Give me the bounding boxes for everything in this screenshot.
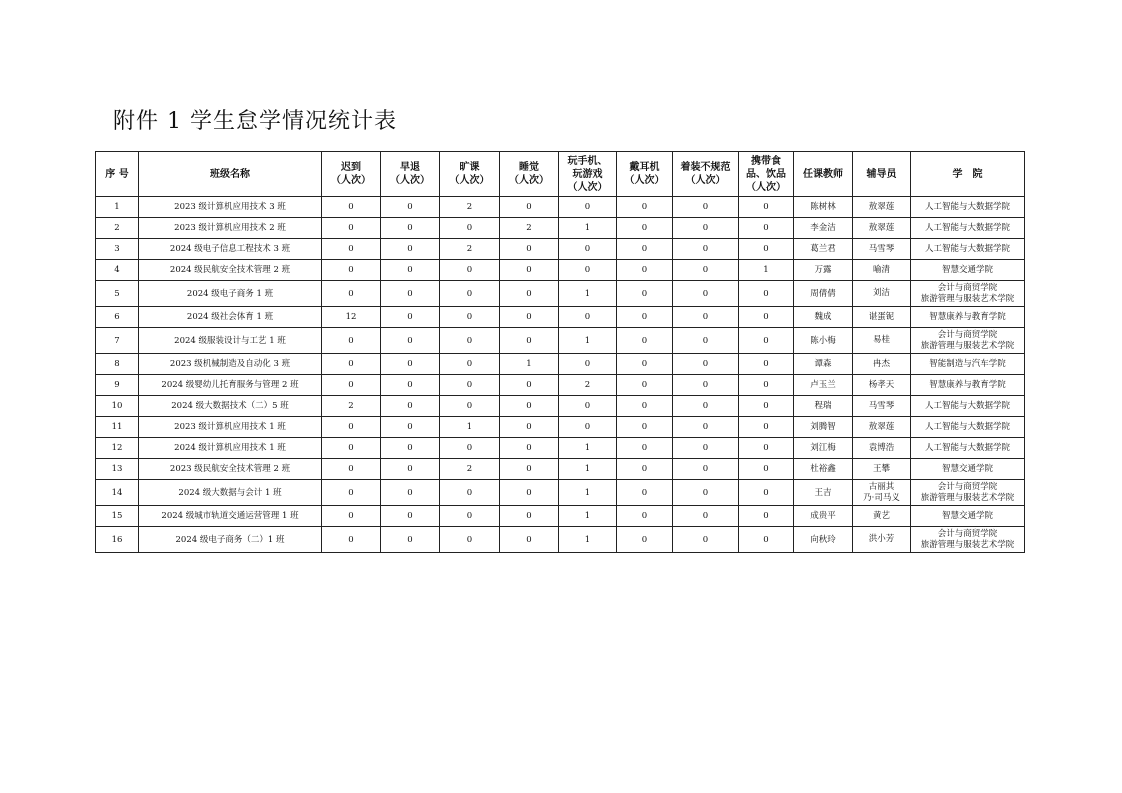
cell-late: 0 (322, 260, 381, 281)
cell-seq: 5 (96, 281, 139, 307)
col-header-dress: 着装不规范 （人次） (673, 152, 739, 197)
cell-dress: 0 (673, 260, 739, 281)
table-row (96, 239, 1025, 260)
cell-counselor-line: 敖翠莲 (868, 201, 895, 212)
cell-college-line: 智慧交通学院 (941, 463, 993, 474)
cell-dress: 0 (673, 197, 739, 218)
table-row (96, 328, 1025, 354)
cell-college-line: 人工智能与大数据学院 (924, 442, 1010, 453)
cell-sleep: 0 (500, 307, 559, 328)
cell-teacher: 万露 (794, 260, 853, 281)
cell-late: 0 (322, 218, 381, 239)
cell-teacher: 葛兰君 (794, 239, 853, 260)
cell-teacher: 卢玉兰 (794, 375, 853, 396)
cell-class-name: 2024 级电子信息工程技术 3 班 (139, 239, 322, 260)
cell-counselor (853, 438, 911, 459)
cell-food: 0 (739, 506, 794, 527)
cell-late: 0 (322, 328, 381, 354)
cell-food: 0 (739, 218, 794, 239)
cell-sleep: 0 (500, 417, 559, 438)
cell-dress: 0 (673, 281, 739, 307)
cell-sleep: 0 (500, 375, 559, 396)
cell-counselor (853, 239, 911, 260)
cell-college (911, 527, 1025, 553)
cell-earphone: 0 (617, 459, 673, 480)
cell-earphone: 0 (617, 307, 673, 328)
cell-earphone: 0 (617, 417, 673, 438)
cell-seq: 11 (96, 417, 139, 438)
cell-seq: 7 (96, 328, 139, 354)
col-header-class: 班级名称 (139, 152, 322, 197)
table-row (96, 417, 1025, 438)
cell-college (911, 506, 1025, 527)
col-header-early: 早退 （人次） (381, 152, 440, 197)
cell-early: 0 (381, 260, 440, 281)
cell-seq: 8 (96, 354, 139, 375)
cell-counselor-line: 刘洁 (872, 288, 890, 298)
cell-sleep: 0 (500, 281, 559, 307)
cell-phone: 1 (559, 527, 617, 553)
col-header-phone: 玩手机、 玩游戏 （人次） (559, 152, 617, 197)
cell-phone: 0 (559, 354, 617, 375)
cell-food: 0 (739, 527, 794, 553)
cell-counselor-line: 易桂 (872, 335, 890, 345)
cell-teacher: 周倩倩 (794, 281, 853, 307)
cell-truant: 0 (440, 281, 500, 307)
cell-class-name: 2023 级计算机应用技术 2 班 (139, 218, 322, 239)
cell-class-name: 2024 级服装设计与工艺 1 班 (139, 328, 322, 354)
cell-teacher: 王吉 (794, 480, 853, 506)
cell-truant: 0 (440, 307, 500, 328)
header-row (96, 152, 1025, 197)
table-row (96, 354, 1025, 375)
cell-earphone: 0 (617, 438, 673, 459)
cell-counselor (853, 281, 911, 307)
cell-truant: 0 (440, 438, 500, 459)
cell-college-line: 旅游管理与服装艺术学院 (920, 340, 1015, 351)
cell-counselor-line: 谌蛋铌 (868, 311, 895, 322)
cell-counselor-line: 敖翠莲 (868, 222, 895, 233)
cell-food: 0 (739, 281, 794, 307)
cell-counselor-line: 洪小芳 (868, 534, 895, 544)
cell-earphone: 0 (617, 506, 673, 527)
cell-class-name: 2024 级大数据技术（二）5 班 (139, 396, 322, 417)
cell-truant: 0 (440, 260, 500, 281)
cell-late: 0 (322, 417, 381, 438)
cell-seq: 16 (96, 527, 139, 553)
table-row (96, 260, 1025, 281)
cell-food: 1 (739, 260, 794, 281)
cell-early: 0 (381, 218, 440, 239)
cell-counselor-line: 敖翠莲 (868, 421, 895, 432)
cell-sleep: 0 (500, 480, 559, 506)
cell-truant: 1 (440, 417, 500, 438)
cell-early: 0 (381, 375, 440, 396)
cell-phone: 0 (559, 417, 617, 438)
cell-dress: 0 (673, 328, 739, 354)
col-header-seq: 序 号 (96, 152, 139, 197)
cell-phone: 1 (559, 328, 617, 354)
cell-food: 0 (739, 438, 794, 459)
cell-food: 0 (739, 197, 794, 218)
cell-counselor-line: 杨孝天 (868, 379, 895, 390)
cell-counselor-line: 马雪琴 (868, 243, 895, 254)
cell-college-line: 会计与商贸学院 (937, 282, 998, 293)
cell-food: 0 (739, 354, 794, 375)
cell-late: 0 (322, 239, 381, 260)
cell-earphone: 0 (617, 396, 673, 417)
cell-college-line: 智慧康养与教育学院 (929, 379, 1006, 390)
cell-college (911, 396, 1025, 417)
col-header-food: 携带食 品、饮品 （人次） (739, 152, 794, 197)
cell-teacher: 陈小梅 (794, 328, 853, 354)
cell-earphone: 0 (617, 281, 673, 307)
cell-sleep: 0 (500, 260, 559, 281)
cell-dress: 0 (673, 417, 739, 438)
cell-phone: 1 (559, 281, 617, 307)
cell-counselor (853, 218, 911, 239)
cell-dress: 0 (673, 438, 739, 459)
cell-counselor-line: 冉杰 (872, 358, 890, 369)
cell-food: 0 (739, 328, 794, 354)
cell-phone: 0 (559, 396, 617, 417)
document-title: 附件 1 学生怠学情况统计表 (113, 109, 397, 134)
cell-earphone: 0 (617, 197, 673, 218)
table-row (96, 506, 1025, 527)
cell-food: 0 (739, 417, 794, 438)
cell-early: 0 (381, 438, 440, 459)
cell-class-name: 2024 级电子商务 1 班 (139, 281, 322, 307)
cell-truant: 2 (440, 239, 500, 260)
cell-truant: 0 (440, 375, 500, 396)
cell-sleep: 2 (500, 218, 559, 239)
cell-truant: 2 (440, 459, 500, 480)
cell-class-name: 2024 级婴幼儿托育服务与管理 2 班 (139, 375, 322, 396)
cell-truant: 0 (440, 328, 500, 354)
cell-sleep: 1 (500, 354, 559, 375)
stats-table (95, 151, 1025, 553)
cell-food: 0 (739, 239, 794, 260)
cell-teacher: 成贵平 (794, 506, 853, 527)
cell-truant: 0 (440, 527, 500, 553)
cell-teacher: 李金洁 (794, 218, 853, 239)
cell-late: 0 (322, 197, 381, 218)
cell-earphone: 0 (617, 239, 673, 260)
cell-late: 0 (322, 506, 381, 527)
cell-seq: 13 (96, 459, 139, 480)
cell-college-line: 旅游管理与服装艺术学院 (920, 293, 1015, 304)
cell-seq: 14 (96, 480, 139, 506)
cell-counselor (853, 459, 911, 480)
col-header-teacher: 任课教师 (794, 152, 853, 197)
cell-teacher: 谭森 (794, 354, 853, 375)
cell-late: 0 (322, 527, 381, 553)
table-row (96, 459, 1025, 480)
cell-teacher: 刘江梅 (794, 438, 853, 459)
cell-class-name: 2023 级民航安全技术管理 2 班 (139, 459, 322, 480)
cell-counselor-line: 古丽其 (868, 481, 895, 492)
cell-college (911, 218, 1025, 239)
table-row (96, 307, 1025, 328)
cell-phone: 0 (559, 260, 617, 281)
cell-college-line: 人工智能与大数据学院 (924, 400, 1010, 411)
cell-dress: 0 (673, 459, 739, 480)
cell-phone: 2 (559, 375, 617, 396)
cell-seq: 12 (96, 438, 139, 459)
cell-class-name: 2024 级社会体育 1 班 (139, 307, 322, 328)
table-body (96, 197, 1025, 553)
cell-early: 0 (381, 197, 440, 218)
cell-earphone: 0 (617, 218, 673, 239)
cell-phone: 1 (559, 438, 617, 459)
cell-counselor-line: 乃·司马义 (863, 492, 900, 503)
cell-college-line: 人工智能与大数据学院 (924, 222, 1010, 233)
cell-college-line: 旅游管理与服装艺术学院 (920, 539, 1015, 550)
cell-earphone: 0 (617, 354, 673, 375)
cell-dress: 0 (673, 396, 739, 417)
cell-food: 0 (739, 307, 794, 328)
cell-late: 2 (322, 396, 381, 417)
cell-counselor-line: 袁博浩 (868, 442, 895, 453)
cell-college-line: 智能制造与汽车学院 (929, 358, 1006, 369)
cell-counselor-line: 马雪琴 (868, 400, 895, 411)
cell-early: 0 (381, 459, 440, 480)
cell-truant: 0 (440, 218, 500, 239)
cell-counselor (853, 375, 911, 396)
cell-earphone: 0 (617, 527, 673, 553)
cell-college (911, 328, 1025, 354)
table-row (96, 197, 1025, 218)
cell-late: 0 (322, 375, 381, 396)
cell-counselor (853, 328, 911, 354)
col-header-truant: 旷课 （人次） (440, 152, 500, 197)
cell-class-name: 2023 级计算机应用技术 3 班 (139, 197, 322, 218)
cell-counselor-line: 喻清 (872, 264, 890, 275)
cell-sleep: 0 (500, 197, 559, 218)
cell-teacher: 刘腾智 (794, 417, 853, 438)
cell-phone: 0 (559, 197, 617, 218)
cell-dress: 0 (673, 506, 739, 527)
cell-seq: 1 (96, 197, 139, 218)
cell-early: 0 (381, 307, 440, 328)
cell-food: 0 (739, 480, 794, 506)
cell-phone: 1 (559, 506, 617, 527)
cell-seq: 10 (96, 396, 139, 417)
cell-earphone: 0 (617, 328, 673, 354)
cell-earphone: 0 (617, 260, 673, 281)
cell-college (911, 239, 1025, 260)
cell-early: 0 (381, 417, 440, 438)
cell-food: 0 (739, 396, 794, 417)
cell-seq: 3 (96, 239, 139, 260)
cell-college-line: 人工智能与大数据学院 (924, 201, 1010, 212)
cell-teacher: 陈树林 (794, 197, 853, 218)
cell-counselor (853, 307, 911, 328)
cell-truant: 2 (440, 197, 500, 218)
cell-early: 0 (381, 239, 440, 260)
cell-sleep: 0 (500, 239, 559, 260)
cell-college-line: 会计与商贸学院 (937, 329, 998, 340)
cell-counselor (853, 480, 911, 506)
cell-teacher: 程瑞 (794, 396, 853, 417)
cell-class-name: 2023 级计算机应用技术 1 班 (139, 417, 322, 438)
table-row (96, 396, 1025, 417)
cell-sleep: 0 (500, 506, 559, 527)
cell-early: 0 (381, 396, 440, 417)
cell-college (911, 260, 1025, 281)
cell-counselor (853, 197, 911, 218)
table-row (96, 218, 1025, 239)
cell-counselor-line: 王攀 (872, 463, 890, 474)
cell-earphone: 0 (617, 480, 673, 506)
cell-college (911, 354, 1025, 375)
cell-college-line: 会计与商贸学院 (937, 481, 998, 492)
cell-counselor (853, 260, 911, 281)
cell-early: 0 (381, 281, 440, 307)
cell-phone: 0 (559, 307, 617, 328)
cell-college (911, 375, 1025, 396)
cell-class-name: 2023 级机械制造及自动化 3 班 (139, 354, 322, 375)
cell-earphone: 0 (617, 375, 673, 396)
col-header-late: 迟到 （人次） (322, 152, 381, 197)
cell-truant: 0 (440, 396, 500, 417)
col-header-sleep: 睡觉 （人次） (500, 152, 559, 197)
cell-college (911, 197, 1025, 218)
cell-phone: 0 (559, 239, 617, 260)
cell-dress: 0 (673, 375, 739, 396)
cell-college (911, 307, 1025, 328)
cell-dress: 0 (673, 480, 739, 506)
cell-late: 12 (322, 307, 381, 328)
cell-college-line: 旅游管理与服装艺术学院 (920, 492, 1015, 503)
cell-food: 0 (739, 459, 794, 480)
cell-seq: 2 (96, 218, 139, 239)
cell-college-line: 人工智能与大数据学院 (924, 243, 1010, 254)
cell-counselor (853, 506, 911, 527)
cell-early: 0 (381, 480, 440, 506)
cell-phone: 1 (559, 218, 617, 239)
cell-class-name: 2024 级城市轨道交通运营管理 1 班 (139, 506, 322, 527)
cell-college-line: 智慧交通学院 (941, 264, 993, 275)
table-row (96, 281, 1025, 307)
col-header-counselor: 辅导员 (853, 152, 911, 197)
cell-late: 0 (322, 281, 381, 307)
cell-college-line: 智慧交通学院 (941, 510, 993, 521)
cell-truant: 0 (440, 480, 500, 506)
cell-phone: 1 (559, 459, 617, 480)
cell-sleep: 0 (500, 328, 559, 354)
cell-late: 0 (322, 354, 381, 375)
cell-sleep: 0 (500, 396, 559, 417)
table-header (96, 152, 1025, 197)
cell-dress: 0 (673, 307, 739, 328)
cell-college (911, 459, 1025, 480)
cell-sleep: 0 (500, 438, 559, 459)
cell-teacher: 杜裕鑫 (794, 459, 853, 480)
cell-dress: 0 (673, 239, 739, 260)
cell-sleep: 0 (500, 527, 559, 553)
cell-class-name: 2024 级大数据与会计 1 班 (139, 480, 322, 506)
col-header-college: 学 院 (911, 152, 1025, 197)
cell-food: 0 (739, 375, 794, 396)
cell-college (911, 281, 1025, 307)
cell-early: 0 (381, 328, 440, 354)
cell-counselor (853, 396, 911, 417)
cell-class-name: 2024 级民航安全技术管理 2 班 (139, 260, 322, 281)
cell-truant: 0 (440, 354, 500, 375)
table-row (96, 527, 1025, 553)
cell-college-line: 会计与商贸学院 (937, 528, 998, 539)
cell-dress: 0 (673, 354, 739, 375)
cell-counselor (853, 354, 911, 375)
cell-early: 0 (381, 506, 440, 527)
cell-early: 0 (381, 354, 440, 375)
cell-late: 0 (322, 459, 381, 480)
cell-seq: 9 (96, 375, 139, 396)
cell-seq: 6 (96, 307, 139, 328)
cell-truant: 0 (440, 506, 500, 527)
cell-late: 0 (322, 480, 381, 506)
cell-college-line: 智慧康养与教育学院 (929, 311, 1006, 322)
cell-college (911, 417, 1025, 438)
cell-seq: 4 (96, 260, 139, 281)
cell-phone: 1 (559, 480, 617, 506)
col-header-earphone: 戴耳机 （人次） (617, 152, 673, 197)
cell-class-name: 2024 级计算机应用技术 1 班 (139, 438, 322, 459)
cell-teacher: 魏成 (794, 307, 853, 328)
cell-counselor-line: 黄艺 (872, 510, 890, 521)
table-row (96, 375, 1025, 396)
cell-dress: 0 (673, 527, 739, 553)
cell-teacher: 向秋玲 (794, 527, 853, 553)
cell-early: 0 (381, 527, 440, 553)
cell-college (911, 480, 1025, 506)
cell-college-line: 人工智能与大数据学院 (924, 421, 1010, 432)
table-row (96, 438, 1025, 459)
cell-late: 0 (322, 438, 381, 459)
cell-college (911, 438, 1025, 459)
cell-dress: 0 (673, 218, 739, 239)
cell-counselor (853, 527, 911, 553)
cell-seq: 15 (96, 506, 139, 527)
table-row (96, 480, 1025, 506)
cell-counselor (853, 417, 911, 438)
cell-sleep: 0 (500, 459, 559, 480)
cell-class-name: 2024 级电子商务（二）1 班 (139, 527, 322, 553)
